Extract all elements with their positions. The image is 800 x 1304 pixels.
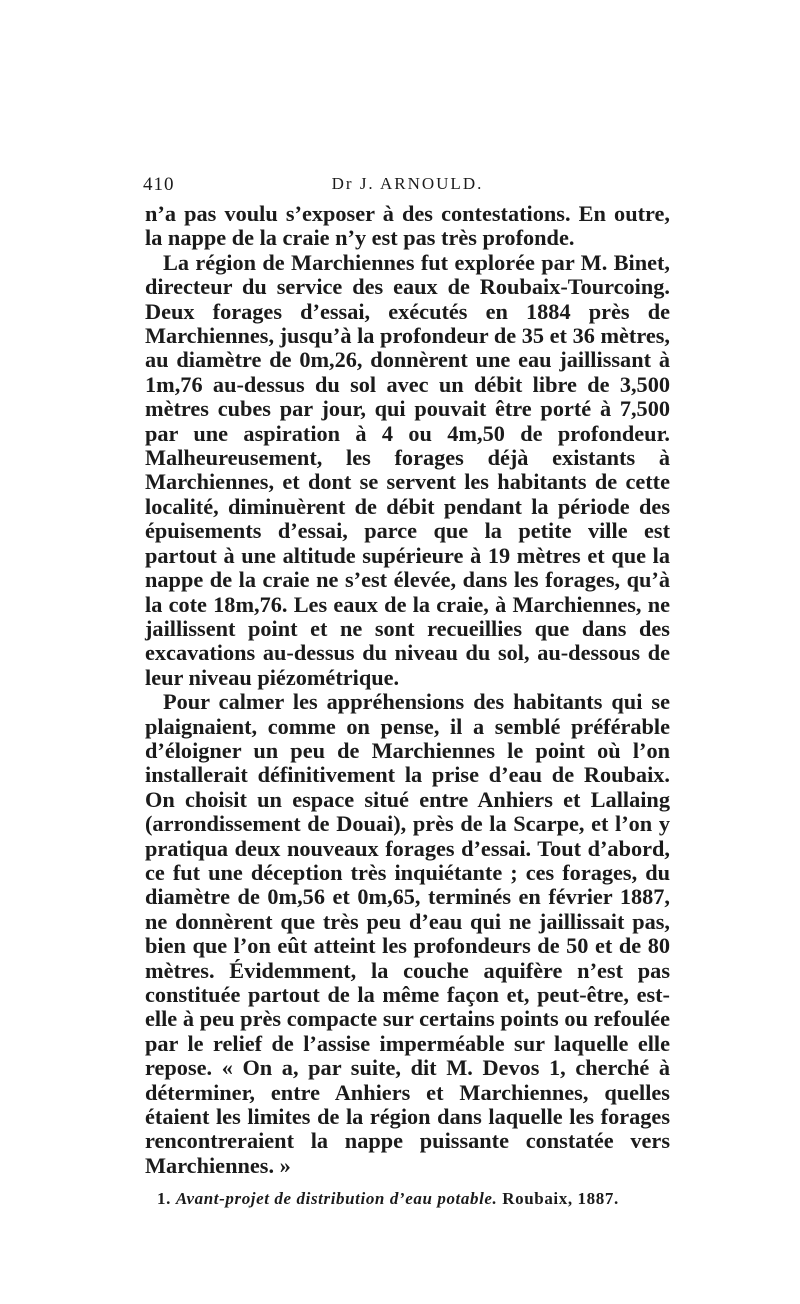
book-page	[145, 174, 670, 1210]
body-text	[145, 202, 670, 1178]
paragraph-anhiers: Pour calmer les appréhensions des habitants qui se plaignaient, comme on pense, il a semblé préférable d’éloigner un peu de Marchiennes le point où l’on installerait définitivement la prise d’eau de Roubaix. On choisit un espace situé entre Anhiers et Lallaing (arrondissement de Douai), près de la Scarpe, et l’on y pratiqua deux nouveaux forages d’essai. Tout d’abord, ce fut une déception très inquiétante ; ces forages, du diamètre de 0m,56 et 0m,65, terminés en février 1887, ne donnèrent que très peu d’eau qui ne jaillissait pas, bien que l’on eût atteint les profondeurs de 50 et de 80 mètres. Évidemment, la couche aquifère n’est pas constituée partout de la même façon et, peut-être, est-elle à peu près compacte sur certains points ou refoulée par le relief de l’assise imperméable sur laquelle elle repose. « On a, par suite, dit M. Devos 1, cherché à déterminer, entre Anhiers et Marchiennes, quelles étaient les limites de la région dans laquelle les forages rencontreraient la nappe puissante constatée vers Marchiennes. »	[145, 689, 670, 1178]
author-header: Dr J. ARNOULD.	[331, 174, 484, 193]
paragraph-continued: n’a pas voulu s’exposer à des contestations. En outre, la nappe de la craie n’y est pas très profonde.	[145, 201, 670, 251]
page-number: 410	[143, 174, 175, 195]
footnote-number: 1.	[157, 1189, 171, 1209]
footnote-title: Avant-projet de distribution d’eau potable.	[175, 1189, 498, 1209]
footnote-source: Roubaix, 1887.	[502, 1189, 619, 1209]
running-head	[145, 174, 670, 202]
footnote	[157, 1188, 670, 1210]
paragraph-marchiennes: La région de Marchiennes fut explorée par M. Binet, directeur du service des eaux de Roubaix-Tourcoing. Deux forages d’essai, exécutés en 1884 près de Marchiennes, jusqu’à la profondeur de 35 et 36 mètres, au diamètre de 0m,26, donnèrent une eau jaillissant à 1m,76 au-dessus du sol avec un débit libre de 3,500 mètres cubes par jour, qui pouvait être porté à 7,500 par une aspiration à 4 ou 4m,50 de profondeur. Malheureusement, les forages déjà existants à Marchiennes, et dont se servent les habitants de cette localité, diminuèrent de débit pendant la période des épuisements d’essai, parce que la petite ville est partout à une altitude supérieure à 19 mètres et que la nappe de la craie ne s’est élevée, dans les forages, qu’à la cote 18m,76. Les eaux de la craie, à Marchiennes, ne jaillissent point et ne sont recueillies que dans des excavations au-dessus du niveau du sol, au-dessous de leur niveau piézométrique.	[145, 249, 670, 690]
